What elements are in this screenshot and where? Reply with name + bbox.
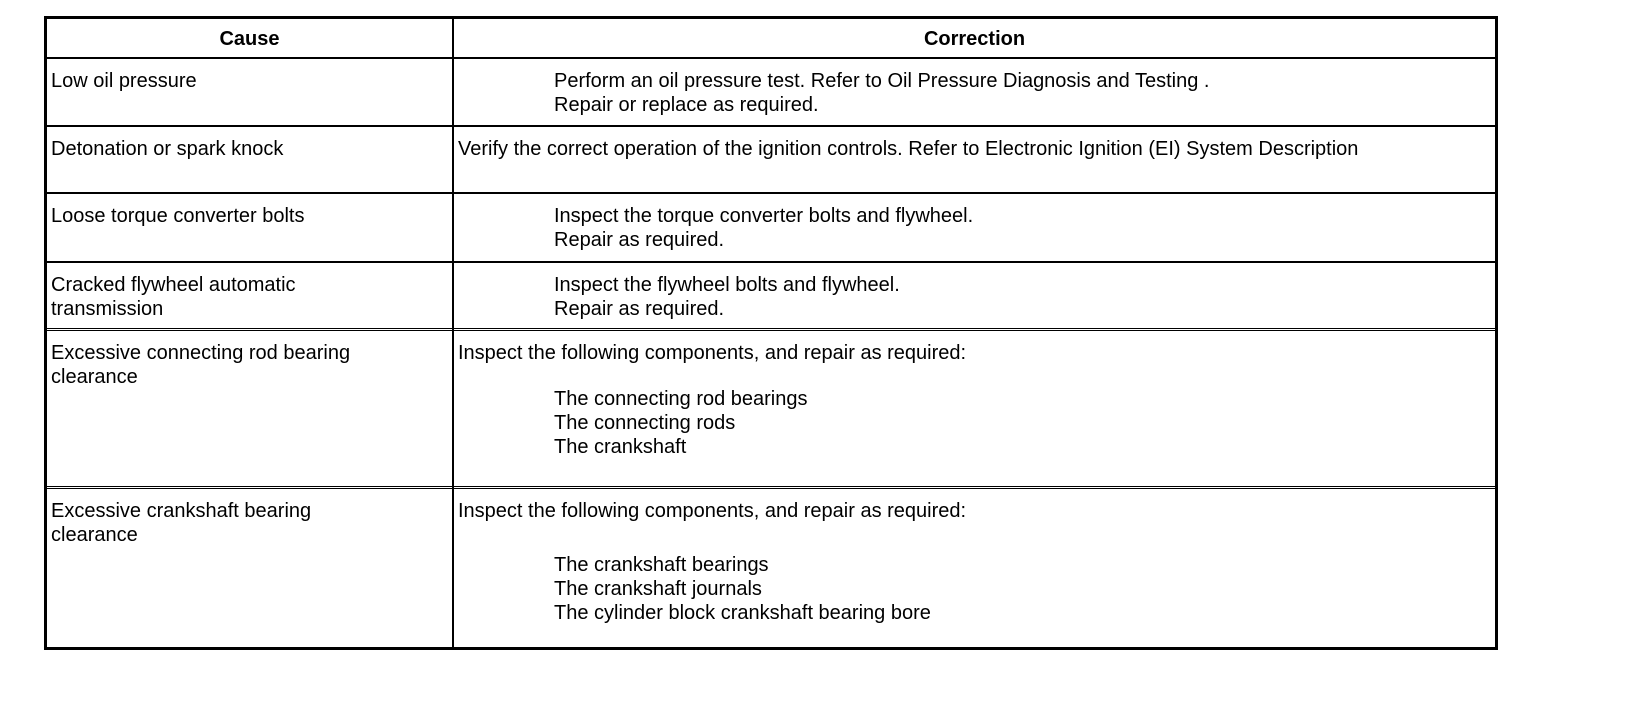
row-divider: [47, 57, 1495, 59]
row-divider: [47, 328, 1495, 331]
correction-line: Repair as required.: [554, 298, 725, 320]
cause-cell: Cracked flywheel automatic transmission: [51, 274, 296, 320]
row-divider: [47, 125, 1495, 127]
cause-cell: Loose torque converter bolts: [51, 205, 305, 227]
correction-line: Inspect the flywheel bolts and flywheel.: [554, 274, 900, 296]
correction-intro: Inspect the following components, and repair as required:: [458, 342, 967, 364]
correction-cell: [458, 499, 1488, 625]
correction-line: Repair as required.: [554, 229, 725, 251]
correction-cell: [458, 137, 1418, 161]
correction-line: Inspect the torque converter bolts and flywheel.: [554, 205, 974, 227]
diagnostic-table: [44, 16, 1498, 650]
cause-cell: Excessive crankshaft bearing clearance: [51, 500, 312, 546]
row-divider: [47, 486, 1495, 489]
row-divider: [47, 192, 1495, 194]
component-list: [458, 553, 1488, 625]
list-item: The connecting rod bearings: [554, 388, 808, 410]
header-correction: Correction: [923, 28, 1026, 50]
cause-cell: Detonation or spark knock: [51, 138, 284, 160]
correction-cell: [458, 273, 1584, 321]
correction-line: Repair or replace as required.: [554, 94, 819, 116]
list-item: The crankshaft: [554, 436, 687, 458]
list-item: The crankshaft bearings: [554, 554, 769, 576]
row-divider: [47, 261, 1495, 263]
list-item: The cylinder block crankshaft bearing bore: [554, 602, 931, 624]
correction-cell: [458, 204, 1584, 252]
correction-line: Verify the correct operation of the ignition controls. Refer to Electronic Ignition (EI) System Description: [458, 138, 1359, 160]
column-divider: [452, 19, 454, 647]
list-item: The crankshaft journals: [554, 578, 762, 600]
list-item: The connecting rods: [554, 412, 736, 434]
correction-cell: [458, 69, 1584, 117]
correction-line: Perform an oil pressure test. Refer to Oil Pressure Diagnosis and Testing .: [554, 70, 1210, 92]
correction-cell: [458, 341, 1488, 459]
header-cause: Cause: [219, 28, 280, 50]
component-list: [458, 387, 1488, 459]
cause-cell: Excessive connecting rod bearing clearance: [51, 342, 351, 388]
cause-cell: Low oil pressure: [51, 70, 197, 92]
correction-intro: Inspect the following components, and repair as required:: [458, 500, 967, 522]
